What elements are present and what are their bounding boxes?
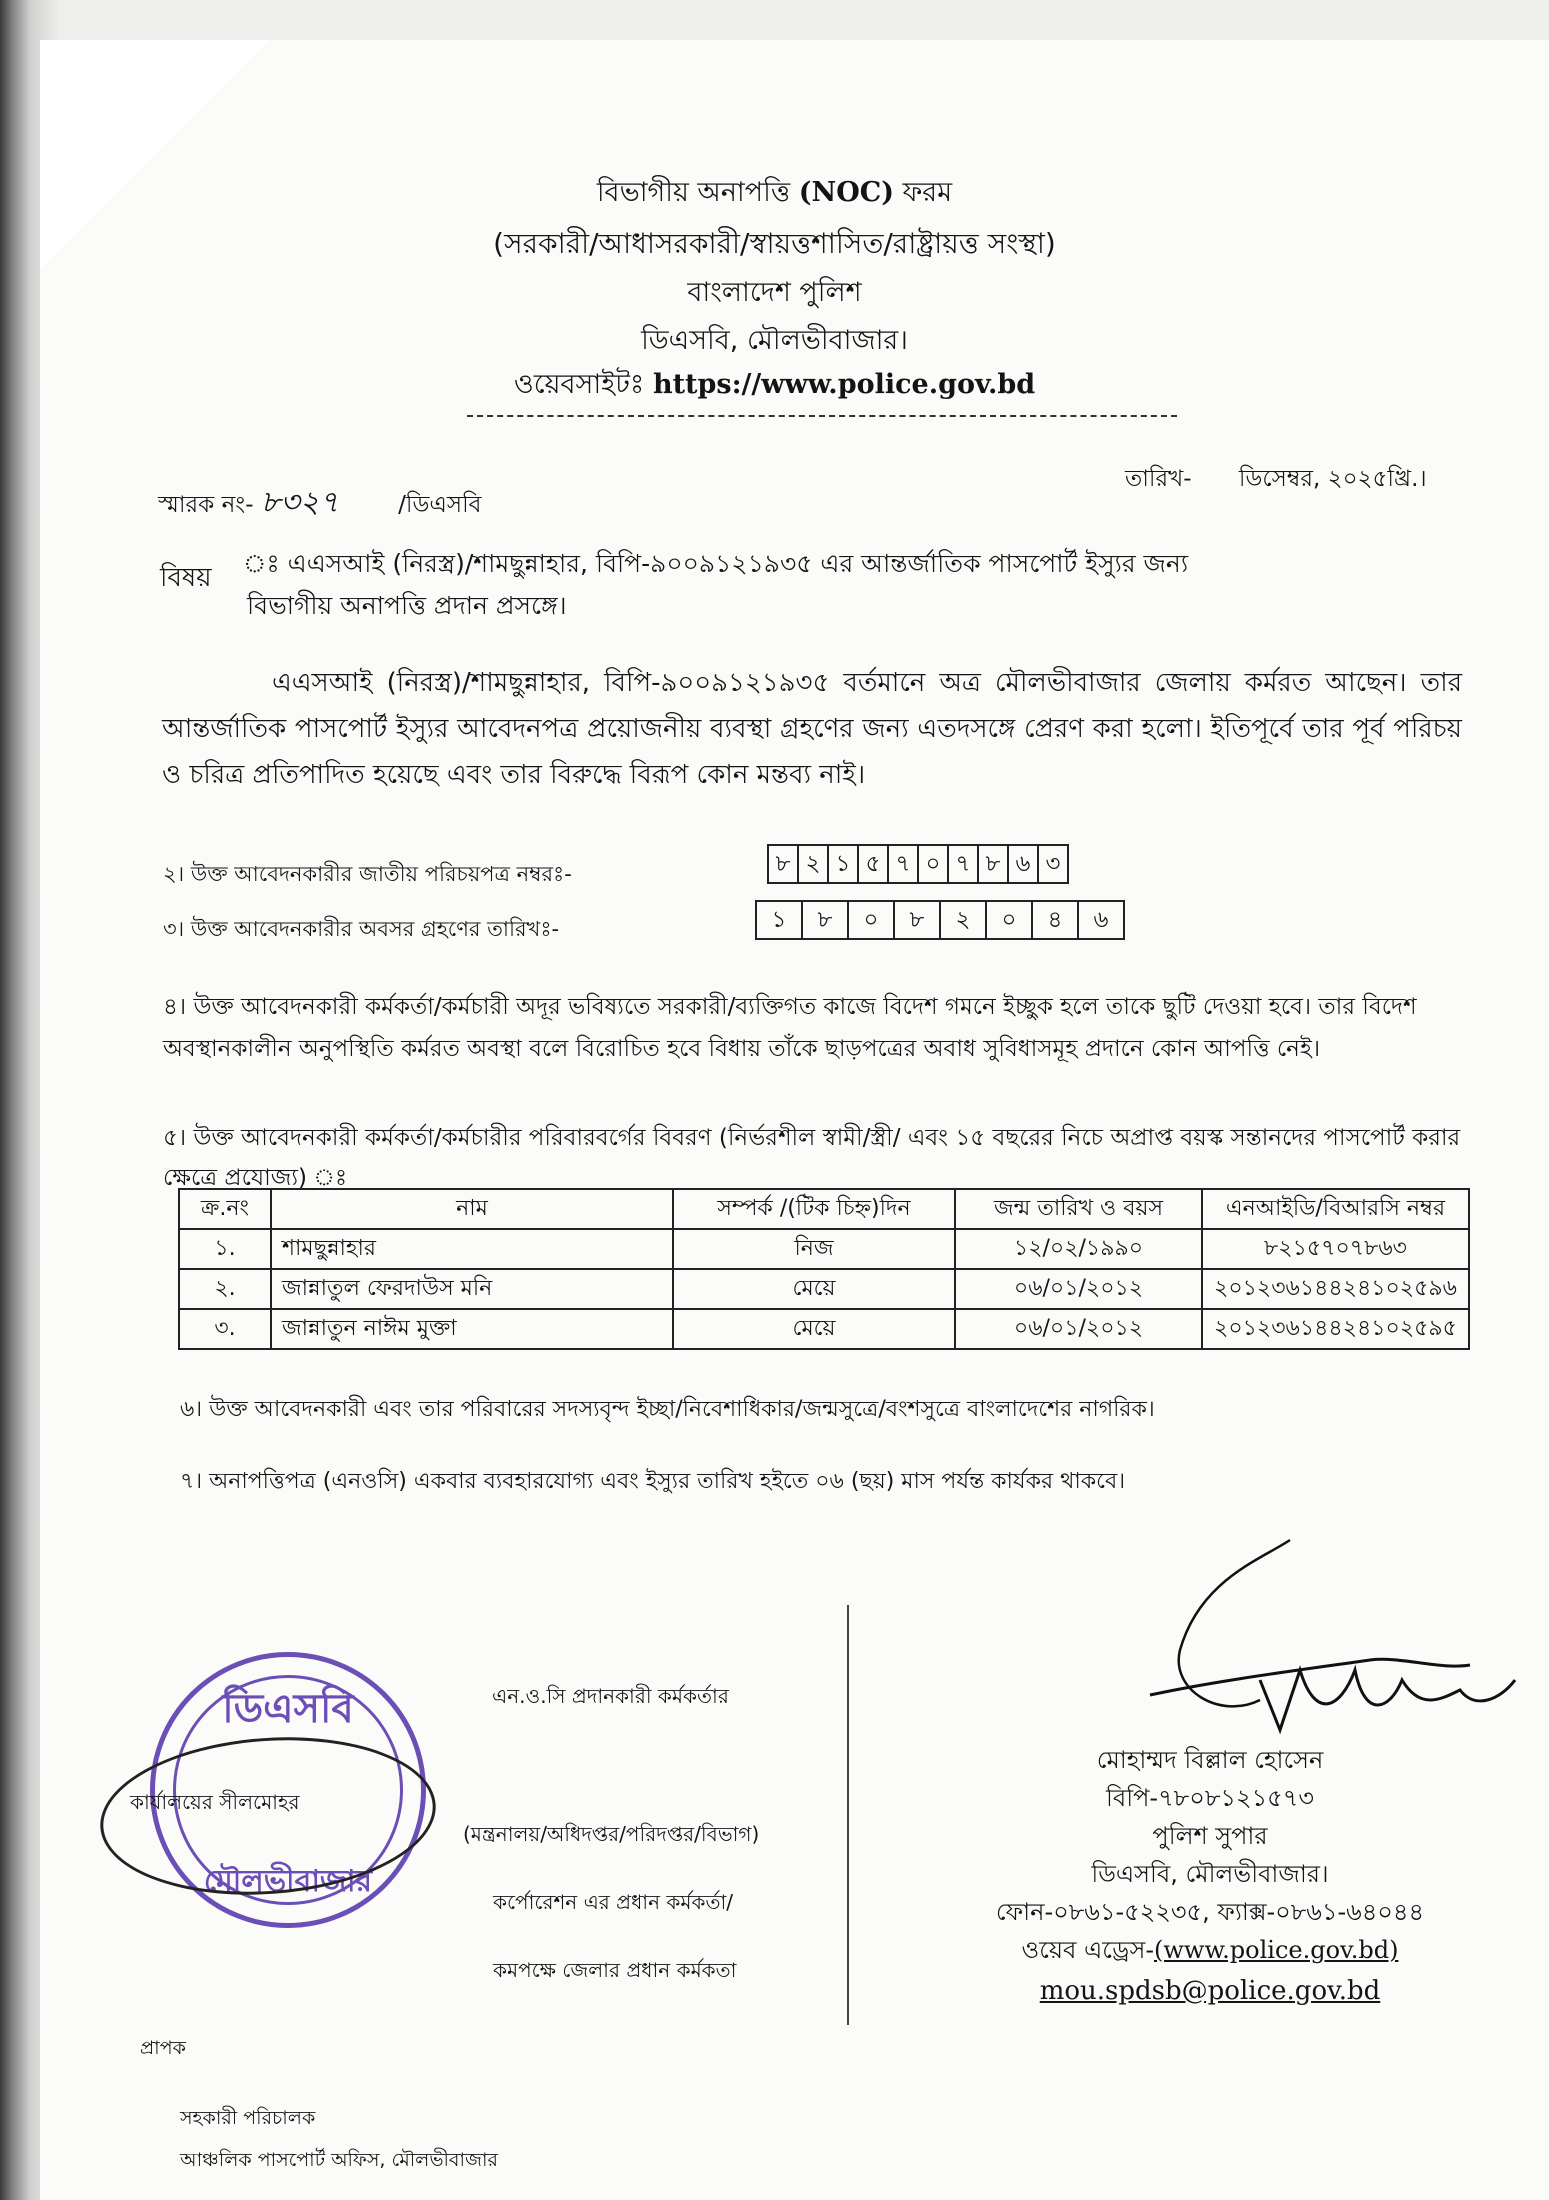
- form-title: বিভাগীয় অনাপত্তি (NOC) ফরম: [596, 177, 953, 208]
- table-row: [179, 1309, 1469, 1349]
- nid-digit: ৮: [767, 844, 799, 884]
- retirement-digit: ৮: [803, 900, 849, 940]
- item-6-citizenship: ৬। উক্ত আবেদনকারী এবং তার পরিবারের সদস্যবৃন্দ ইচ্ছা/নিবেশাধিকার/জন্মসুত্রে/বংশসুত্রে বাংলাদেশের নাগরিক।: [180, 1397, 1155, 1422]
- noc-officer-label: এন.ও.সি প্রদানকারী কর্মকর্তার: [492, 1684, 729, 1708]
- signature-divider: [847, 1605, 849, 2025]
- nid-digit: ৩: [1039, 844, 1069, 884]
- seal-top-text: ডিএসবি: [222, 1686, 354, 1732]
- col-relation: সম্পর্ক /(টিক চিহ্ন)দিন: [673, 1189, 955, 1229]
- nid-cell: ২০১২৩৬১৪৪২৪১০২৫৯৫: [1202, 1309, 1469, 1349]
- recipient-label: প্রাপক: [140, 2037, 186, 2059]
- retirement-digit: ৬: [1079, 900, 1125, 940]
- family-table-header: [179, 1189, 1469, 1229]
- nid-cell: ২০১২৩৬১৪৪২৪১০২৫৯৬: [1202, 1269, 1469, 1309]
- retirement-digit: ০: [987, 900, 1033, 940]
- signer-web-link[interactable]: (www.police.gov.bd): [1154, 1936, 1399, 1964]
- nid-digit: ৭: [949, 844, 979, 884]
- signer-phone: ফোন-০৮৬১-৫২২৩৫, ফ্যাক্স-০৮৬১-৬৪০৪৪: [995, 1898, 1425, 1926]
- nid-digit: ৭: [889, 844, 919, 884]
- birth-date-cell: ০৬/০১/২০১২: [955, 1269, 1202, 1309]
- signer-web: ওয়েব এড্রেস-(www.police.gov.bd): [1021, 1936, 1399, 1964]
- recipient-office: আঞ্চলিক পাসপোর্ট অফিস, মৌলভীবাজার: [180, 2149, 498, 2171]
- memo-number: স্মারক নং- ৮৩২৭ /ডিএসবি: [158, 478, 481, 529]
- item-4-leave-clause: ৪। উক্ত আবেদনকারী কর্মকর্তা/কর্মচারী অদূর ভবিষ্যতে সরকারী/ব্যক্তিগত কাজে বিদেশ গমনে ইচ্ছুক হলে তাকে ছুটি দেওয়া হবে। তার বিদেশ অবস্থানকালীন অনুপস্থিতি কর্মরত অবস্থা বলে বিরোচিত হবে বিধায় তাঁকে ছাড়পত্রের অবাধ সুবিধাসমূহ প্রদানে কোন আপত্তি নেই।: [163, 994, 1417, 1062]
- recipient-title: সহকারী পরিচালক: [180, 2107, 316, 2129]
- birth-date-cell: ১২/০২/১৯৯০: [955, 1229, 1202, 1269]
- col-name: নাম: [271, 1189, 673, 1229]
- nid-digit: ১: [829, 844, 859, 884]
- serial-cell: ৩.: [179, 1309, 271, 1349]
- col-nid: এনআইডি/বিআরসি নম্বর: [1202, 1189, 1469, 1229]
- organization-name: বাংলাদেশ পুলিশ: [687, 277, 862, 308]
- nid-cell: ৮২১৫৭০৭৮৬৩: [1202, 1229, 1469, 1269]
- serial-cell: ২.: [179, 1269, 271, 1309]
- nid-label: ২। উক্ত আবেদনকারীর জাতীয় পরিচয়পত্র নম্বরঃ-: [163, 862, 572, 886]
- header-divider: [467, 415, 1177, 417]
- relation-cell: মেয়ে: [673, 1269, 955, 1309]
- noc-officer-district: কমপক্ষে জেলার প্রধান কর্মকতা: [493, 1958, 737, 1982]
- form-subtitle: (সরকারী/আধাসরকারী/স্বায়ত্তশাসিত/রাষ্ট্রায়ত্ত সংস্থা): [493, 227, 1056, 260]
- serial-cell: ১.: [179, 1229, 271, 1269]
- retirement-digit: ৮: [895, 900, 941, 940]
- nid-digit: ৫: [859, 844, 889, 884]
- nid-digit: ৬: [1009, 844, 1039, 884]
- signer-office: ডিএসবি, মৌলভীবাজার।: [1091, 1860, 1329, 1888]
- signer-name: মোহাম্মদ বিল্লাল হোসেন: [1096, 1746, 1324, 1774]
- family-table: [178, 1188, 1470, 1350]
- signer-designation: পুলিশ সুপার: [1152, 1822, 1268, 1850]
- retirement-date-label: ৩। উক্ত আবেদনকারীর অবসর গ্রহণের তারিখঃ-: [163, 917, 560, 941]
- body-paragraph: এএসআই (নিরস্ত্র)/শামছুন্নাহার, বিপি-৯০০৯১২১৯৩৫ বর্তমানে অত্র মৌলভীবাজার জেলায় কর্মরত আছেন। তার আন্তর্জাতিক পাসপোর্ট ইস্যুর আবেদনপত্র প্রয়োজনীয় ব্যবস্থা গ্রহণের জন্য এতদসঙ্গে প্রেরণ করা হলো। ইতিপূর্বে তার পূর্ব পরিচয় ও চরিত্র প্রতিপাদিত হয়েছে এবং তার বিরুদ্ধে বিরূপ কোন মন্তব্য নাই।: [162, 668, 1462, 790]
- handwritten-signature: [1140, 1520, 1540, 1764]
- memo-handwritten-number: ৮৩২৭: [260, 485, 339, 520]
- name-cell: জান্নাতুল ফেরদাউস মনি: [271, 1269, 673, 1309]
- item-5-family-intro: ৫। উক্ত আবেদনকারী কর্মকর্তা/কর্মচারীর পরিবারবর্গের বিবরণ (নির্ভরশীল স্বামী/স্ত্রী/ এবং ১৫ বছরের নিচে অপ্রাপ্ত বয়স্ক সন্তানদের পাসপোর্ট করার ক্ষেত্রে প্রযোজ্য) ঃ: [163, 1125, 1461, 1191]
- subject-text: ঃ এএসআই (নিরস্ত্র)/শামছুন্নাহার, বিপি-৯০০৯১২১৯৩৫ এর আন্তর্জাতিক পাসপোর্ট ইস্যুর জন্য বিভাগীয় অনাপত্তি প্রদান প্রসঙ্গে।: [243, 549, 1189, 620]
- item-7-validity: ৭। অনাপত্তিপত্র (এনওসি) একবার ব্যবহারযোগ্য এবং ইস্যুর তারিখ হইতে ০৬ (ছয়) মাস পর্যন্ত কার্যকর থাকবে।: [180, 1469, 1126, 1494]
- nid-digit: ৮: [979, 844, 1009, 884]
- noc-officer-corporation: কর্পোরেশন এর প্রধান কর্মকর্তা/: [493, 1890, 734, 1914]
- relation-cell: মেয়ে: [673, 1309, 955, 1349]
- memo-date: তারিখ- ডিসেম্বর, ২০২৫খ্রি.।: [1125, 466, 1427, 492]
- retirement-digit: ৪: [1033, 900, 1079, 940]
- seal-caption: কার্যালয়ের সীলমোহর: [130, 1790, 300, 1814]
- office-name: ডিএসবি, মৌলভীবাজার।: [641, 325, 908, 356]
- nid-digit-boxes: [767, 844, 1069, 884]
- nid-digit: ০: [919, 844, 949, 884]
- website-line: ওয়েবসাইটঃ https://www.police.gov.bd: [513, 369, 1036, 400]
- noc-officer-ministry: (মন্ত্রনালয়/অধিদপ্তর/পরিদপ্তর/বিভাগ): [463, 1822, 760, 1846]
- table-row: [179, 1229, 1469, 1269]
- name-cell: শামছুন্নাহার: [271, 1229, 673, 1269]
- table-row: [179, 1269, 1469, 1309]
- signer-email[interactable]: mou.spdsb@police.gov.bd: [1039, 1976, 1381, 2006]
- retirement-digit: ২: [941, 900, 987, 940]
- website-link[interactable]: https://www.police.gov.bd: [652, 369, 1036, 400]
- signer-bp-number: বিপি-৭৮০৮১২১৫৭৩: [1106, 1784, 1314, 1812]
- retirement-date-boxes: [755, 900, 1125, 940]
- col-birth-date: জন্ম তারিখ ও বয়স: [955, 1189, 1202, 1229]
- subject-label: বিষয়: [160, 563, 212, 593]
- relation-cell: নিজ: [673, 1229, 955, 1269]
- seal-bottom-text: মৌলভীবাজার: [203, 1864, 373, 1899]
- retirement-digit: ১: [755, 900, 803, 940]
- retirement-digit: ০: [849, 900, 895, 940]
- nid-digit: ২: [799, 844, 829, 884]
- birth-date-cell: ০৬/০১/২০১২: [955, 1309, 1202, 1349]
- col-serial: ক্র.নং: [179, 1189, 271, 1229]
- name-cell: জান্নাতুন নাঈম মুক্তা: [271, 1309, 673, 1349]
